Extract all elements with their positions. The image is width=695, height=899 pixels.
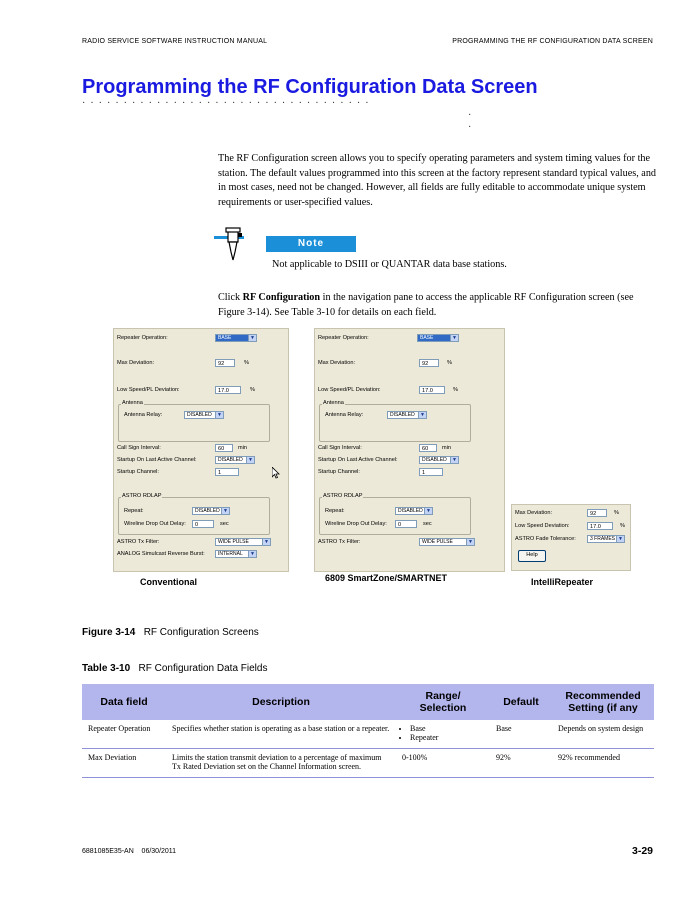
chevron-down-icon: ▼ — [418, 412, 426, 418]
fade-select[interactable] — [587, 535, 625, 543]
max-deviation-label: Max Deviation: — [515, 510, 552, 516]
low-speed-unit: % — [620, 523, 625, 529]
repeater-operation-select[interactable] — [215, 334, 257, 342]
fade-value: 3 FRAMES — [590, 536, 616, 542]
intellirepeater-caption: IntelliRepeater — [531, 577, 594, 587]
title-dotted-rule: · · · · · · · · · · · · · · · · · · · · · · · · · · · · · · · · · · · — [82, 98, 369, 109]
chevron-down-icon: ▼ — [248, 335, 256, 341]
repeater-operation-select[interactable] — [417, 334, 459, 342]
note-icon — [214, 226, 260, 262]
startup-last-value: DISABLED — [218, 457, 243, 463]
wireline-label: Wireline Drop Out Delay: — [124, 521, 186, 527]
repeat-select[interactable] — [192, 507, 230, 515]
header-description: Description — [166, 684, 396, 720]
astro-tx-label: ASTRO Tx Filter: — [318, 539, 361, 545]
low-speed-unit: % — [453, 387, 458, 393]
repeater-operation-label: Repeater Operation: — [117, 335, 168, 341]
click-paragraph — [218, 291, 658, 320]
title-dotted-rule-v1: · — [468, 110, 472, 121]
chevron-down-icon: ▼ — [221, 508, 229, 514]
header-data-field: Data field — [82, 684, 166, 720]
repeat-value: DISABLED — [195, 508, 220, 514]
footer-date: 06/30/2011 — [141, 848, 177, 855]
range-item: • Repeater — [410, 733, 484, 742]
repeat-select[interactable] — [395, 507, 433, 515]
header-default: Default — [490, 684, 552, 720]
analog-value: INTERNAL — [218, 551, 243, 557]
header-left: RADIO SERVICE SOFTWARE INSTRUCTION MANUAL — [82, 38, 268, 45]
wireline-label: Wireline Drop Out Delay: — [325, 521, 387, 527]
cell-description: Specifies whether station is operating as a base station or a repeater. — [166, 720, 396, 749]
table-number: Table 3-10 — [82, 663, 131, 674]
note-label: Note — [266, 236, 356, 252]
antenna-relay-value: DISABLED — [390, 412, 415, 418]
chevron-down-icon: ▼ — [450, 335, 458, 341]
title-dotted-rule-v2: · — [468, 122, 472, 133]
header-right: PROGRAMMING THE RF CONFIGURATION DATA SCREEN — [452, 38, 653, 45]
wireline-unit: sec — [220, 521, 229, 527]
max-deviation-unit: % — [244, 360, 249, 366]
astro-tx-label: ASTRO Tx Filter: — [117, 539, 160, 545]
max-deviation-label: Max Deviation: — [318, 360, 355, 366]
max-deviation-input[interactable]: 92 — [587, 509, 607, 517]
antenna-relay-label: Antenna Relay: — [124, 412, 163, 418]
header-recommended: Recommended Setting (if any — [552, 684, 654, 720]
repeater-operation-value: BASE — [420, 335, 434, 341]
low-speed-input[interactable]: 17.0 — [215, 386, 241, 394]
max-deviation-unit: % — [447, 360, 452, 366]
cell-recommended: 92% recommended — [552, 749, 654, 778]
cell-range — [396, 720, 490, 749]
chevron-down-icon: ▼ — [248, 551, 256, 557]
call-sign-label: Call Sign Interval: — [117, 445, 161, 451]
header-range: Range/ Selection — [396, 684, 490, 720]
conventional-caption: Conventional — [140, 577, 198, 587]
antenna-group — [319, 404, 471, 442]
startup-last-select[interactable] — [215, 456, 255, 464]
figure-text: RF Configuration Screens — [143, 627, 259, 638]
page-title: Programming the RF Configuration Data Screen — [82, 76, 538, 98]
figure-caption — [82, 627, 259, 638]
chevron-down-icon: ▼ — [262, 539, 270, 545]
wireline-input[interactable]: 0 — [395, 520, 417, 528]
cell-recommended: Depends on system design — [552, 720, 654, 749]
wireline-input[interactable]: 0 — [192, 520, 214, 528]
note-text: Not applicable to DSIII or QUANTAR data base stations. — [272, 259, 507, 270]
call-sign-unit: min — [442, 445, 452, 451]
antenna-group — [118, 404, 270, 442]
repeat-label: Repeat: — [124, 508, 144, 514]
astro-tx-select[interactable] — [419, 538, 475, 546]
intro-paragraph: The RF Configuration screen allows you to specify operating parameters and system timing values for the station. The default values programmed into this screen at the factory represent standard typical values, and in most cases, need not be changed. However, all fields are fully editable to accommodate unique system requirements or user-specified values. — [218, 153, 657, 208]
low-speed-label: Low Speed/PL Deviation: — [117, 387, 180, 393]
table-text: RF Configuration Data Fields — [138, 663, 268, 674]
table-row — [82, 749, 654, 778]
table-caption — [82, 663, 267, 674]
fade-label: ASTRO Fade Tolerance: — [515, 536, 576, 542]
table-header-row — [82, 684, 654, 720]
chevron-down-icon: ▼ — [424, 508, 432, 514]
cell-default: 92% — [490, 749, 552, 778]
range-item: • Base — [410, 724, 484, 733]
table-row — [82, 720, 654, 749]
call-sign-label: Call Sign Interval: — [318, 445, 362, 451]
astro-tx-select[interactable] — [215, 538, 271, 546]
startup-last-label: Startup On Last Active Channel: — [117, 457, 197, 463]
startup-channel-label: Startup Channel: — [318, 469, 360, 475]
antenna-relay-select[interactable] — [184, 411, 224, 419]
startup-last-value: DISABLED — [422, 457, 447, 463]
click-paragraph-post: in the navigation pane to access the applicable RF Configuration screen (see Figure 3-14). See Table 3-10 for details on each field. — [218, 292, 634, 318]
call-sign-input[interactable]: 60 — [215, 444, 233, 452]
antenna-relay-label: Antenna Relay: — [325, 412, 364, 418]
chevron-down-icon: ▼ — [215, 412, 223, 418]
range-list — [402, 724, 484, 742]
chevron-down-icon: ▼ — [450, 457, 458, 463]
max-deviation-input[interactable]: 92 — [215, 359, 235, 367]
startup-channel-label: Startup Channel: — [117, 469, 159, 475]
max-deviation-unit: % — [614, 510, 619, 516]
call-sign-unit: min — [238, 445, 248, 451]
footer-doc-number: 6881085E35-AN — [82, 848, 134, 855]
max-deviation-input[interactable]: 92 — [419, 359, 439, 367]
repeat-label: Repeat: — [325, 508, 345, 514]
max-deviation-label: Max Deviation: — [117, 360, 154, 366]
startup-channel-input[interactable]: 1 — [419, 468, 443, 476]
cell-range: 0-100% — [396, 749, 490, 778]
low-speed-input[interactable]: 17.0 — [587, 522, 613, 530]
astro-tx-value: WIDE PULSE — [218, 539, 249, 545]
analog-label: ANALOG Simulcast Reverse Burst: — [117, 551, 205, 557]
cell-field: Repeater Operation — [82, 720, 166, 749]
rf-config-table — [82, 684, 654, 778]
call-sign-input[interactable]: 60 — [419, 444, 437, 452]
low-speed-label: Low Speed/PL Deviation: — [318, 387, 381, 393]
cell-default: Base — [490, 720, 552, 749]
antenna-relay-select[interactable] — [387, 411, 427, 419]
cell-field: Max Deviation — [82, 749, 166, 778]
astro-rdlap-group — [319, 497, 471, 535]
footer-left — [82, 848, 176, 855]
astro-tx-value: WIDE PULSE — [422, 539, 453, 545]
smartzone-caption: 6809 SmartZone/SMARTNET — [325, 573, 448, 583]
startup-channel-input[interactable]: 1 — [215, 468, 239, 476]
help-button[interactable]: Help — [518, 550, 546, 562]
chevron-down-icon: ▼ — [616, 536, 624, 542]
figure-number: Figure 3-14 — [82, 627, 136, 638]
low-speed-label: Low Speed Deviation: — [515, 523, 570, 529]
repeater-operation-value: BASE — [218, 335, 232, 341]
low-speed-unit: % — [250, 387, 255, 393]
chevron-down-icon: ▼ — [466, 539, 474, 545]
click-paragraph-pre: Click — [218, 292, 243, 303]
astro-rdlap-group — [118, 497, 270, 535]
smartzone-screen — [314, 328, 505, 572]
intellirepeater-screen — [511, 504, 631, 571]
startup-last-label: Startup On Last Active Channel: — [318, 457, 398, 463]
cell-description: Limits the station transmit deviation to a percentage of maximum Tx Rated Deviation set on the Channel Information screen. — [166, 749, 396, 778]
conventional-screen — [113, 328, 289, 572]
startup-last-select[interactable] — [419, 456, 459, 464]
wireline-unit: sec — [423, 521, 432, 527]
page-number: 3-29 — [631, 845, 653, 857]
antenna-group-title: Antenna — [122, 400, 143, 406]
chevron-down-icon: ▼ — [246, 457, 254, 463]
repeater-operation-label: Repeater Operation: — [318, 335, 369, 341]
low-speed-input[interactable]: 17.0 — [419, 386, 445, 394]
cursor-icon — [272, 467, 280, 481]
click-paragraph-bold: RF Configuration — [242, 292, 321, 303]
astro-rdlap-group-title: ASTRO RDLAP — [323, 493, 363, 499]
astro-rdlap-group-title: ASTRO RDLAP — [122, 493, 162, 499]
repeat-value: DISABLED — [398, 508, 423, 514]
analog-select[interactable] — [215, 550, 257, 558]
antenna-group-title: Antenna — [323, 400, 344, 406]
antenna-relay-value: DISABLED — [187, 412, 212, 418]
